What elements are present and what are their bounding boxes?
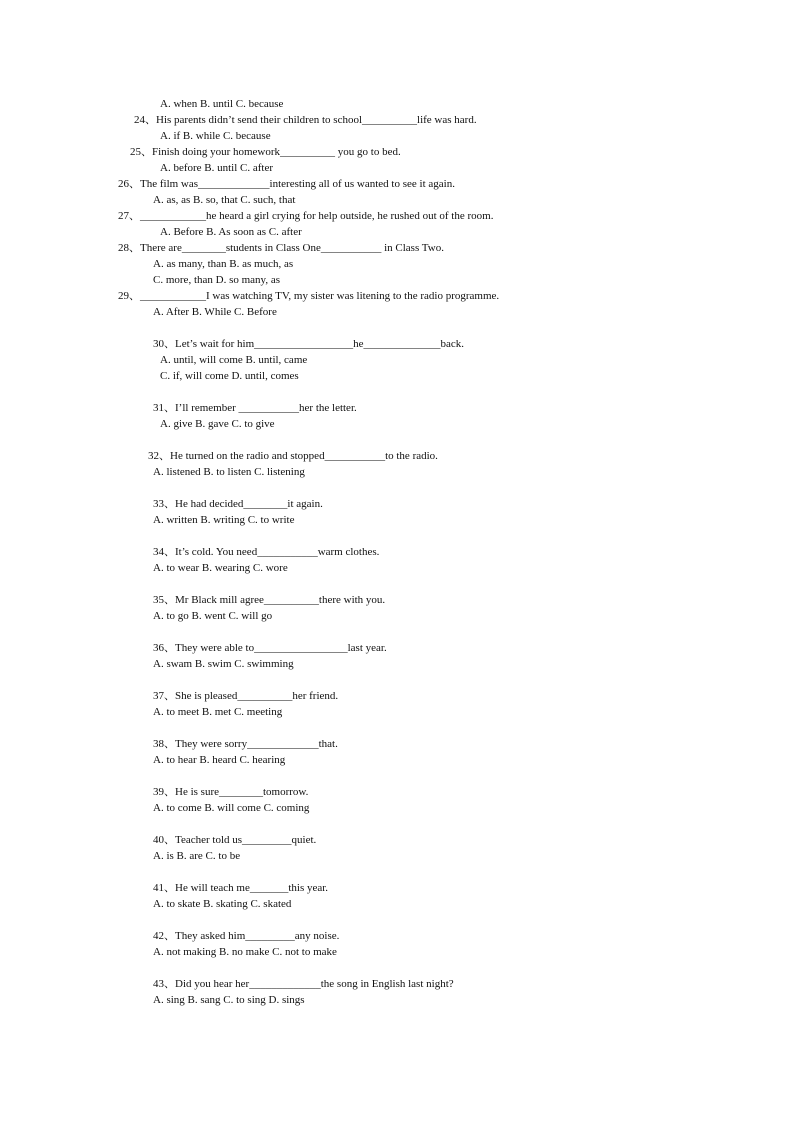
- q30-question: 30、Let’s wait for him__________________he______________back.: [153, 338, 465, 350]
- q23-options: A. when B. until C. because: [160, 98, 284, 110]
- q29-question: 29、____________I was watching TV, my sister was litening to the radio programme.: [118, 290, 500, 302]
- q32-options: A. listened B. to listen C. listening: [153, 466, 305, 478]
- q42-question: 42、They asked him_________any noise.: [153, 930, 340, 942]
- q40-question: 40、Teacher told us_________quiet.: [153, 834, 317, 846]
- q32-question: 32、He turned on the radio and stopped___________to the radio.: [148, 450, 438, 462]
- q43-question: 43、Did you hear her_____________the song in English last night?: [153, 978, 454, 990]
- q27-options: A. Before B. As soon as C. after: [160, 226, 302, 238]
- q35-question: 35、Mr Black mill agree__________there with you.: [153, 594, 386, 606]
- q29-options: A. After B. While C. Before: [153, 306, 277, 318]
- q40-options: A. is B. are C. to be: [153, 850, 241, 862]
- q41-options: A. to skate B. skating C. skated: [153, 898, 292, 910]
- q24-options: A. if B. while C. because: [160, 130, 271, 142]
- q31-question: 31、I’ll remember ___________her the letter.: [153, 402, 357, 414]
- q33-question: 33、He had decided________it again.: [153, 498, 323, 510]
- q36-question: 36、They were able to_________________last year.: [153, 642, 387, 654]
- q28-options-ab: A. as many, than B. as much, as: [153, 258, 294, 270]
- q35-options: A. to go B. went C. will go: [153, 610, 273, 622]
- q25-question: 25、Finish doing your homework__________ you go to bed.: [130, 146, 401, 158]
- q37-question: 37、She is pleased__________her friend.: [153, 690, 339, 702]
- q38-question: 38、They were sorry_____________that.: [153, 738, 338, 750]
- q27-question: 27、____________he heard a girl crying for help outside, he rushed out of the room.: [118, 210, 494, 222]
- q42-options: A. not making B. no make C. not to make: [153, 946, 337, 958]
- q38-options: A. to hear B. heard C. hearing: [153, 754, 286, 766]
- q39-options: A. to come B. will come C. coming: [153, 802, 310, 814]
- q43-options: A. sing B. sang C. to sing D. sings: [153, 994, 305, 1006]
- q24-question: 24、His parents didn’t send their children to school__________life was hard.: [134, 114, 477, 126]
- q31-options: A. give B. gave C. to give: [160, 418, 275, 430]
- q28-question: 28、There are________students in Class One___________ in Class Two.: [118, 242, 444, 254]
- q30-options-cd: C. if, will come D. until, comes: [160, 370, 299, 382]
- q25-options: A. before B. until C. after: [160, 162, 274, 174]
- q37-options: A. to meet B. met C. meeting: [153, 706, 283, 718]
- q39-question: 39、He is sure________tomorrow.: [153, 786, 309, 798]
- q34-options: A. to wear B. wearing C. wore: [153, 562, 288, 574]
- q36-options: A. swam B. swim C. swimming: [153, 658, 294, 670]
- q33-options: A. written B. writing C. to write: [153, 514, 295, 526]
- q26-options: A. as, as B. so, that C. such, that: [153, 194, 296, 206]
- q41-question: 41、He will teach me_______this year.: [153, 882, 329, 894]
- q26-question: 26、The film was_____________interesting all of us wanted to see it again.: [118, 178, 455, 190]
- q30-options-ab: A. until, will come B. until, came: [160, 354, 308, 366]
- q34-question: 34、It’s cold. You need___________warm clothes.: [153, 546, 380, 558]
- q28-options-cd: C. more, than D. so many, as: [153, 274, 280, 286]
